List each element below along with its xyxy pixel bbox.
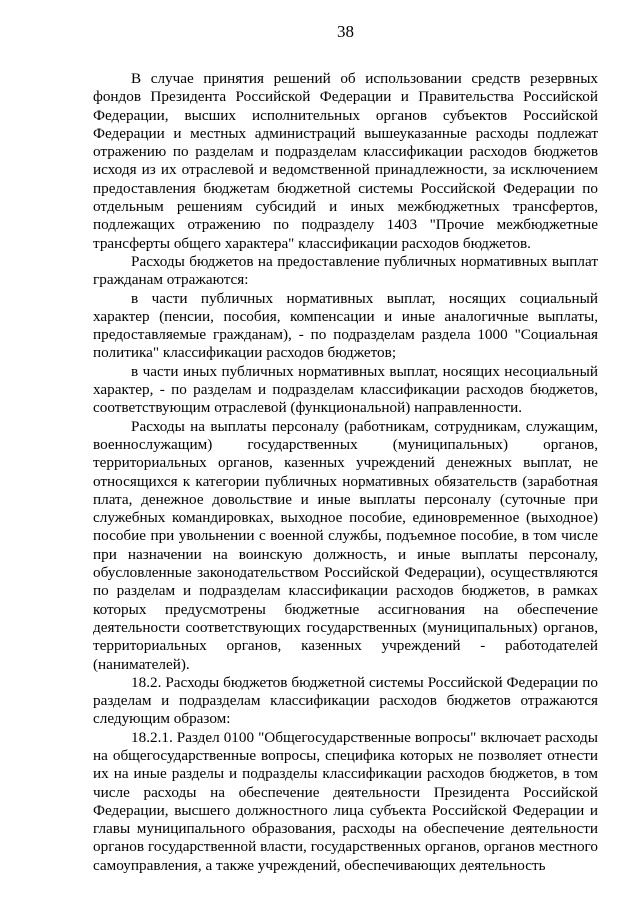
paragraph-reserve-funds: В случае принятия решений об использовании средств резервных фондов Президента Российской Федерации и Правительства Российской Федерации, высших исполнительных органов субъектов Российской Федерации и местных администраций вышеуказанные расходы подлежат отражению по разделам и подразделам классификации расходов бюджетов исходя из их отраслевой и ведомственной принадлежности, за исключением предоставления бюджетам бюджетной системы Российской Федерации по отдельным решениям субсидий и иных межбюджетных трансфертов, подлежащих отражению по подразделу 1403 "Прочие межбюджетные трансферты общего характера" классификации расходов бюджетов. [93, 70, 598, 252]
paragraph-section-18-2-1: 18.2.1. Раздел 0100 "Общегосударственные вопросы" включает расходы на общегосударственные вопросы, специфика которых не позволяет отнести их на иные разделы и подразделы классификации расходов бюджетов, в том числе расходы на обеспечение деятельности Президента Российской Федерации, высшего должностного лица субъекта Российской Федерации и главы муниципального образования, расходы на обеспечение деятельности органов государственной власти, государственных органов, органов местного самоуправления, а также учреждений, обеспечивающих деятельность [93, 728, 598, 874]
paragraph-public-payments-intro: Расходы бюджетов на предоставление публичных нормативных выплат гражданам отражаются: [93, 252, 598, 289]
page-number: 38 [337, 22, 354, 41]
paragraph-social-payments: в части публичных нормативных выплат, носящих социальный характер (пенсии, пособия, компенсации и иные аналогичные выплаты, предоставляемые гражданам), - по подразделам раздела 1000 "Социальная политика" классификации расходов бюджетов; [93, 289, 598, 362]
paragraph-section-18-2: 18.2. Расходы бюджетов бюджетной системы Российской Федерации по разделам и подразделам классификации расходов бюджетов отражаются следующим образом: [93, 673, 598, 728]
document-page [93, 22, 598, 875]
paragraph-personnel-payments: Расходы на выплаты персоналу (работникам, сотрудникам, служащим, военнослужащим) государственных (муниципальных) органов, территориальных органов, казенных учреждений денежных выплат, не относящихся к категории публичных нормативных обязательств (заработная плата, денежное довольствие и иные выплаты персоналу (суточные при служебных командировках, выходное пособие, единовременное (выходное) пособие при увольнении с военной службы, подъемное пособие, в том числе при назначении на воинскую должность, и иные выплаты персоналу, обусловленные законодательством Российской Федерации), осуществляются по разделам и подразделам классификации расходов бюджетов, в рамках которых предусмотрены бюджетные ассигнования на обеспечение деятельности соответствующих государственных (муниципальных) органов, территориальных органов, казенных учреждений - работодателей (нанимателей). [93, 417, 598, 673]
paragraph-non-social-payments: в части иных публичных нормативных выплат, носящих несоциальный характер, - по разделам и подразделам классификации расходов бюджетов, соответствующим отраслевой (функциональной) направленности. [93, 362, 598, 417]
